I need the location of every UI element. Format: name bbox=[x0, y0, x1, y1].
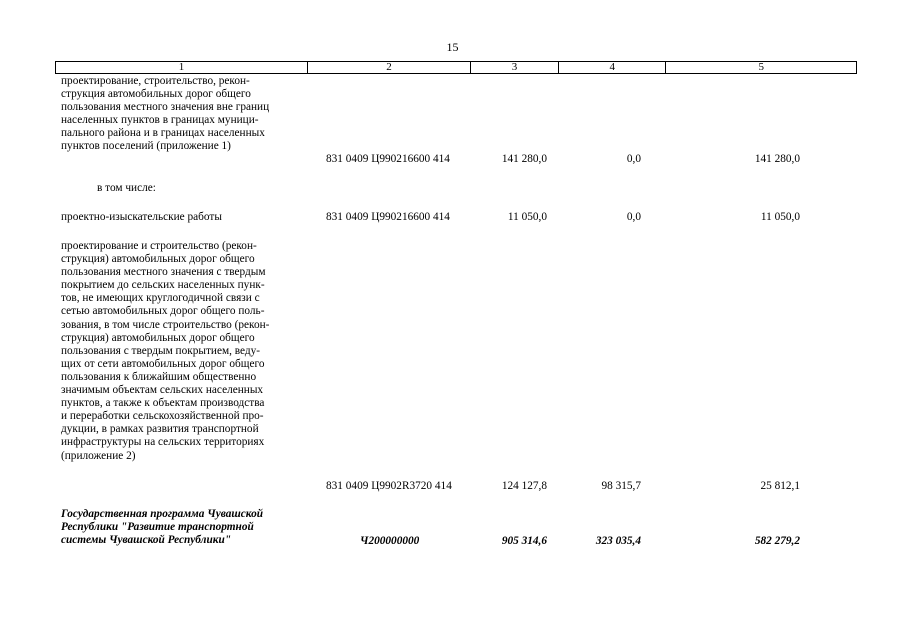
row3-col3: 124 127,8 bbox=[501, 480, 547, 492]
in-total-label: в том числе: bbox=[97, 182, 156, 194]
row4-col4: 323 035,4 bbox=[595, 535, 641, 547]
row3-line: и переработки сельскохозяйственной про- bbox=[61, 410, 264, 423]
header-col-4: 4 bbox=[559, 62, 666, 74]
row4-line: системы Чувашской Республики" bbox=[61, 534, 232, 547]
row3-line: (приложение 2) bbox=[61, 449, 136, 462]
row4-line: Государственная программа Чувашской bbox=[61, 508, 263, 520]
row3-line: струкция) автомобильных дорог общего bbox=[61, 253, 255, 266]
row1-line: струкция автомобильных дорог общего bbox=[61, 88, 251, 101]
row3-line: значимым объектам сельских населенных bbox=[61, 384, 264, 397]
row3-line: пользования к ближайшим общественно bbox=[61, 370, 257, 383]
row3-code: 831 0409 Ц9902R3720 414 bbox=[326, 480, 452, 492]
row3-line: зования, в том числе строительство (рекон- bbox=[61, 318, 270, 331]
row3-line: инфраструктуры на сельских территориях bbox=[61, 436, 265, 449]
row3-line: пользования местного значения с твердым bbox=[61, 266, 266, 279]
row4-col3: 905 314,6 bbox=[501, 535, 547, 547]
row3-line: сетью автомобильных дорог общего поль- bbox=[61, 305, 265, 318]
row1-line: пунктов поселений (приложение 1) bbox=[61, 140, 231, 153]
row3-line: покрытием до сельских населенных пунк- bbox=[61, 279, 265, 292]
row1-code: 831 0409 Ц990216600 414 bbox=[326, 153, 450, 165]
row2-col4: 0,0 bbox=[626, 211, 641, 223]
header-col-5: 5 bbox=[666, 62, 857, 74]
row2-col3: 11 050,0 bbox=[507, 211, 547, 223]
row2-col5: 11 050,0 bbox=[760, 211, 800, 223]
row3-col5: 25 812,1 bbox=[760, 480, 800, 492]
row4-line: Республики "Развитие транспортной bbox=[61, 521, 254, 534]
row4-description bbox=[61, 508, 304, 547]
row3-line: дукции, в рамках развития транспортной bbox=[61, 423, 259, 436]
row1-col3: 141 280,0 bbox=[501, 153, 547, 165]
page-number: 15 bbox=[446, 40, 459, 54]
row3-line: щих от сети автомобильных дорог общего bbox=[61, 357, 265, 370]
row4-col5: 582 279,2 bbox=[754, 535, 800, 547]
row1-line: населенных пунктов в границах муници- bbox=[61, 114, 259, 127]
row3-col4: 98 315,7 bbox=[601, 480, 641, 492]
row1-col5: 141 280,0 bbox=[754, 153, 800, 165]
row2-label: проектно-изыскательские работы bbox=[61, 211, 222, 223]
row3-line: пользования с твердым покрытием, веду- bbox=[61, 344, 261, 357]
row1-col4: 0,0 bbox=[626, 153, 641, 165]
row3-line: струкция) автомобильных дорог общего bbox=[61, 331, 255, 344]
row1-line: пального района и в границах населенных bbox=[61, 127, 265, 140]
row1-line: проектирование, строительство, рекон- bbox=[61, 75, 250, 87]
row3-description bbox=[61, 240, 304, 463]
row3-line: пунктов, а также к объектам производства bbox=[61, 397, 265, 410]
table-header bbox=[55, 61, 857, 74]
row2-code: 831 0409 Ц990216600 414 bbox=[326, 211, 450, 223]
header-col-2: 2 bbox=[308, 62, 471, 74]
row3-line: проектирование и строительство (рекон- bbox=[61, 240, 257, 252]
row3-line: тов, не имеющих круглогодичной связи с bbox=[61, 292, 260, 305]
row4-code: Ч200000000 bbox=[360, 535, 420, 547]
row1-line: пользования местного значения вне границ bbox=[61, 101, 270, 114]
row1-description bbox=[61, 75, 304, 154]
header-col-3: 3 bbox=[470, 62, 558, 74]
header-col-1: 1 bbox=[56, 62, 308, 74]
